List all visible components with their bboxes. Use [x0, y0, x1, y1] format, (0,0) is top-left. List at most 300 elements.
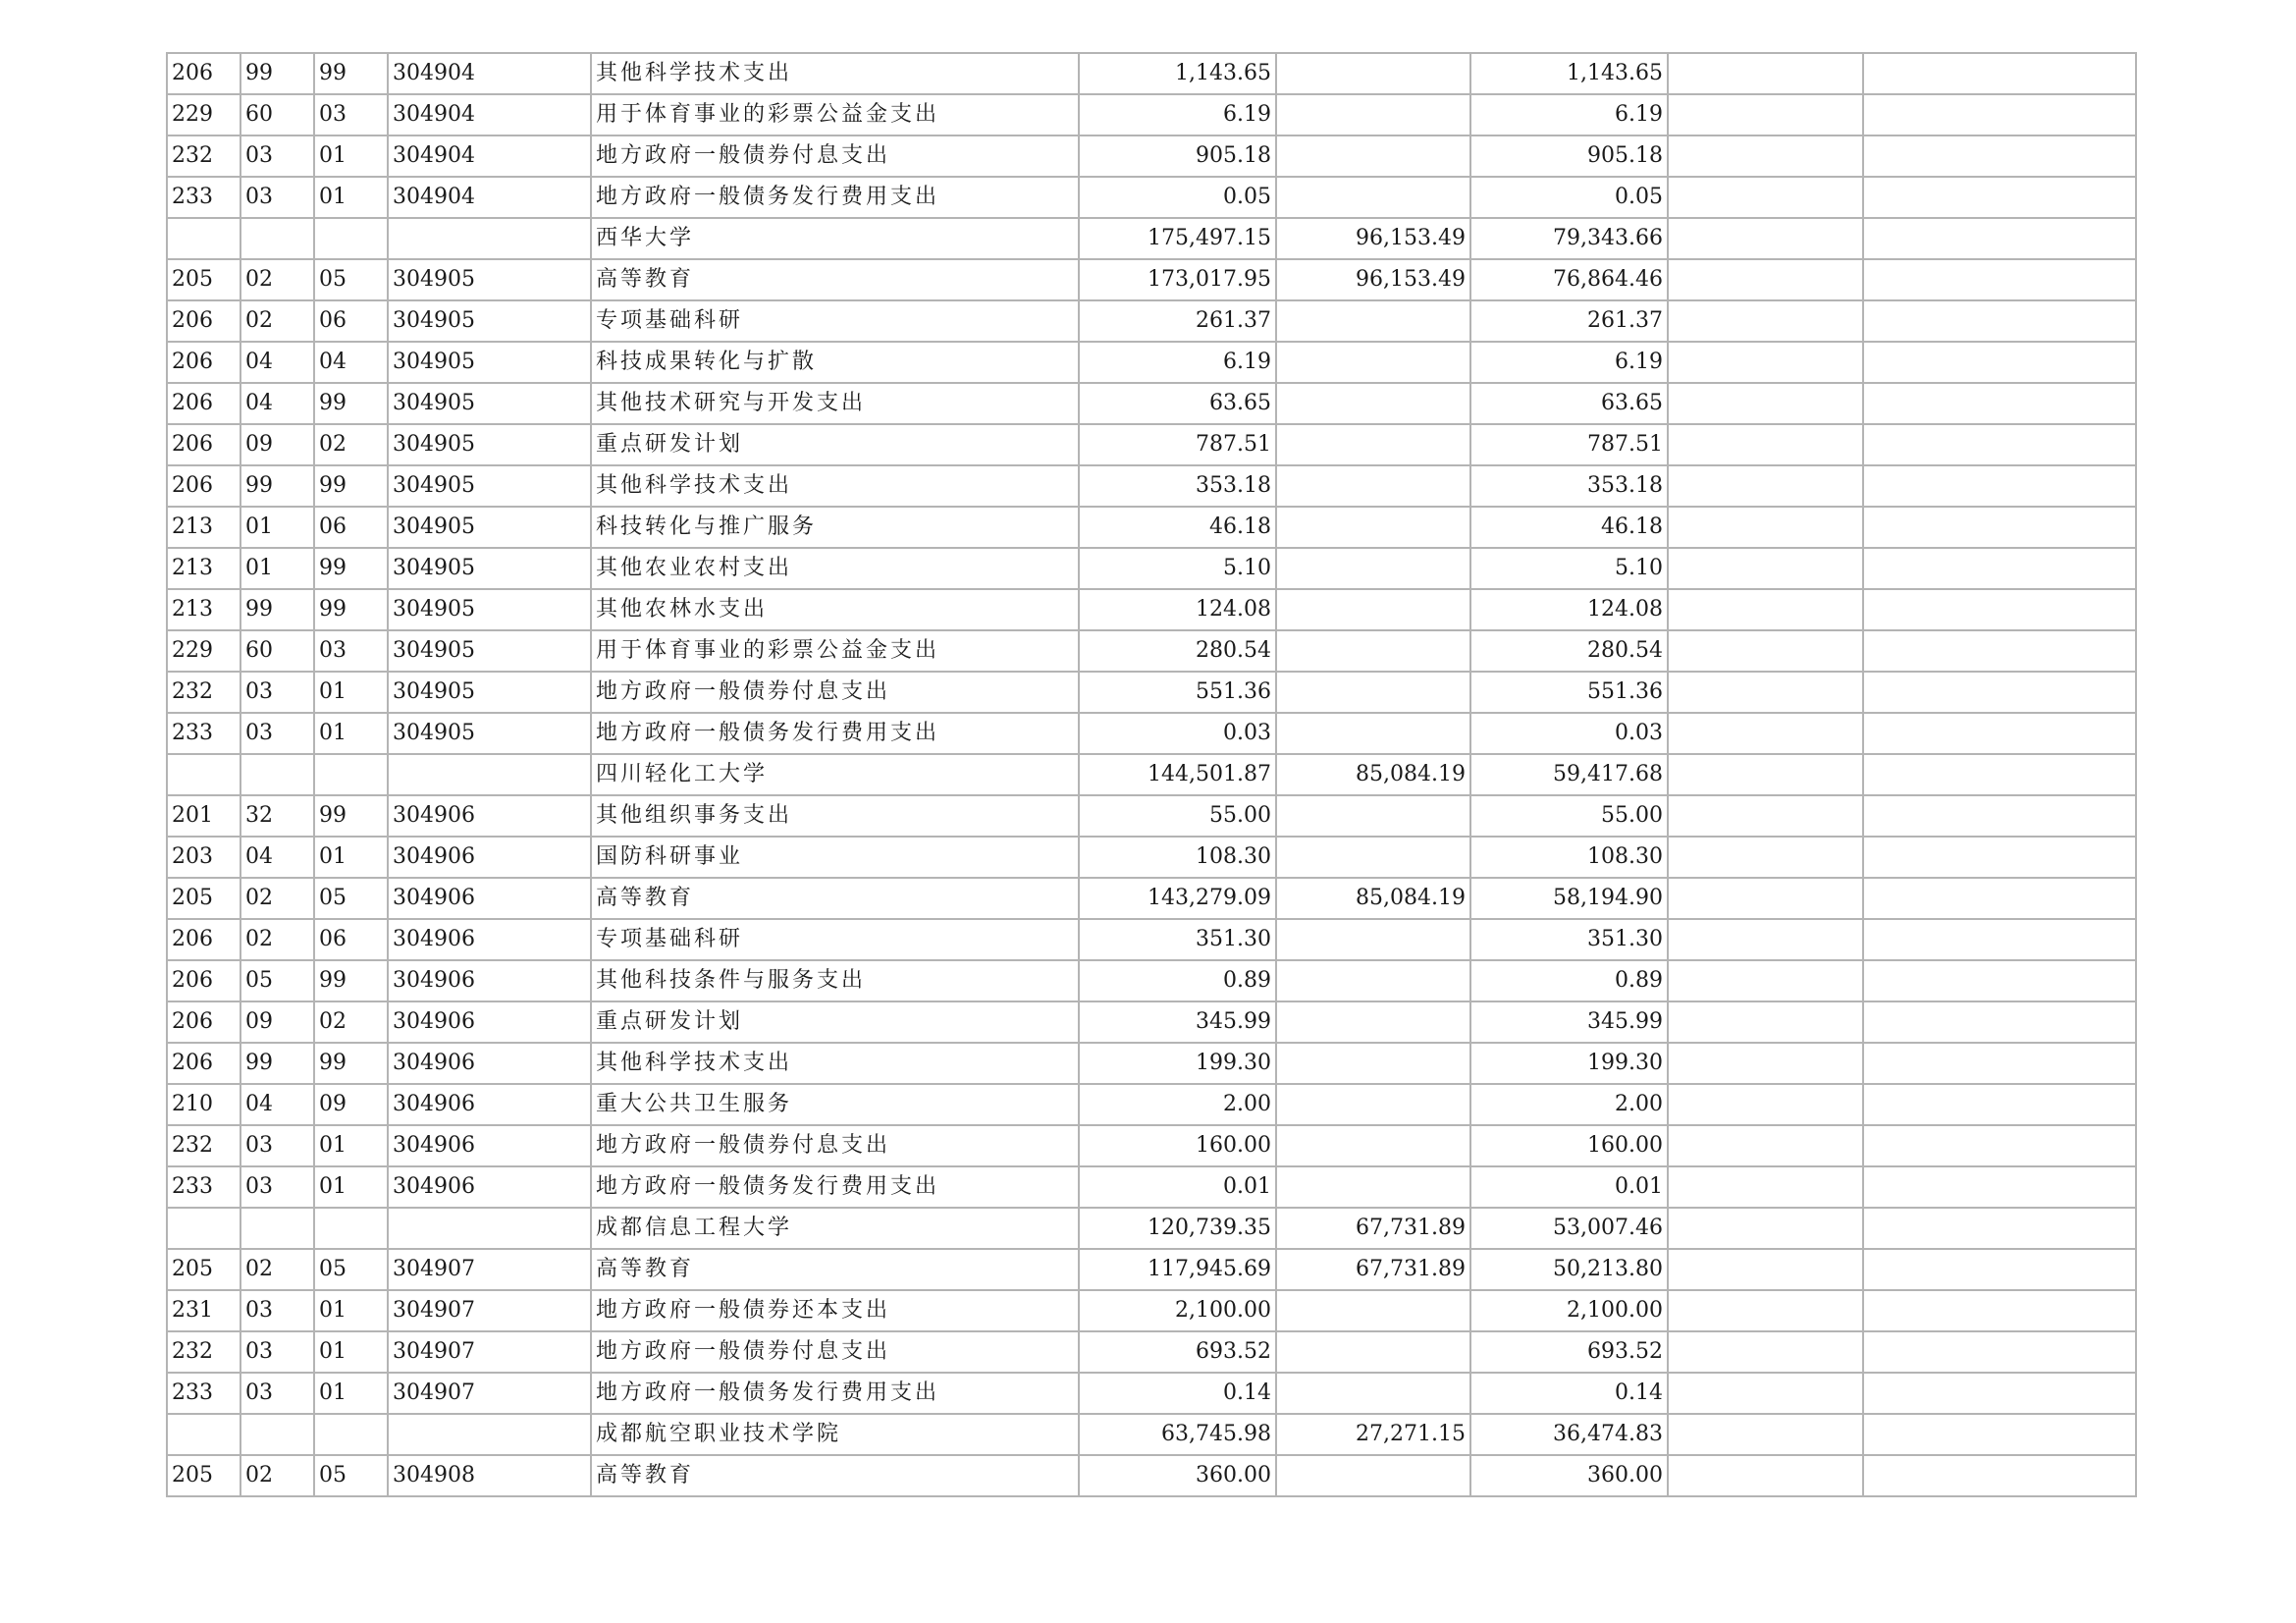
empty-cell — [1863, 1166, 2136, 1208]
section-code-cell: 04 — [240, 383, 314, 424]
total-amount-cell: 144,501.87 — [1079, 754, 1276, 795]
table-row — [167, 1166, 2136, 1208]
table-row — [167, 1414, 2136, 1455]
total-amount-cell: 199.30 — [1079, 1043, 1276, 1084]
total-amount-cell: 0.01 — [1079, 1166, 1276, 1208]
section-code-cell: 32 — [240, 795, 314, 837]
table-row — [167, 1208, 2136, 1249]
section-code-cell — [240, 1208, 314, 1249]
item-name-cell: 科技成果转化与扩散 — [591, 342, 1079, 383]
section-code-cell: 01 — [240, 507, 314, 548]
item-name-cell: 其他技术研究与开发支出 — [591, 383, 1079, 424]
section-code-cell: 99 — [240, 589, 314, 630]
empty-cell — [1863, 300, 2136, 342]
item-code-cell: 03 — [314, 94, 388, 135]
table-row — [167, 1043, 2136, 1084]
project-expense-cell: 353.18 — [1470, 465, 1668, 507]
item-name-cell: 其他科技条件与服务支出 — [591, 960, 1079, 1001]
unit-code-cell: 304905 — [388, 342, 591, 383]
item-code-cell: 99 — [314, 548, 388, 589]
item-code-cell: 03 — [314, 630, 388, 672]
unit-code-cell: 304906 — [388, 919, 591, 960]
unit-code-cell: 304907 — [388, 1290, 591, 1331]
empty-cell — [1863, 589, 2136, 630]
empty-cell — [1863, 1455, 2136, 1496]
empty-cell — [1863, 837, 2136, 878]
empty-cell — [1863, 1043, 2136, 1084]
empty-cell — [1668, 300, 1863, 342]
basic-expense-cell: 67,731.89 — [1276, 1249, 1470, 1290]
basic-expense-cell — [1276, 1455, 1470, 1496]
table-row — [167, 507, 2136, 548]
project-expense-cell: 55.00 — [1470, 795, 1668, 837]
total-amount-cell: 905.18 — [1079, 135, 1276, 177]
item-code-cell — [314, 1208, 388, 1249]
class-code-cell: 213 — [167, 589, 240, 630]
class-code-cell — [167, 218, 240, 259]
item-name-cell: 其他农林水支出 — [591, 589, 1079, 630]
basic-expense-cell — [1276, 135, 1470, 177]
item-name-cell: 其他科学技术支出 — [591, 1043, 1079, 1084]
total-amount-cell: 124.08 — [1079, 589, 1276, 630]
total-amount-cell: 63.65 — [1079, 383, 1276, 424]
project-expense-cell: 1,143.65 — [1470, 53, 1668, 94]
table-row — [167, 259, 2136, 300]
class-code-cell: 205 — [167, 259, 240, 300]
basic-expense-cell — [1276, 383, 1470, 424]
unit-code-cell — [388, 1414, 591, 1455]
table-row — [167, 713, 2136, 754]
item-code-cell: 06 — [314, 300, 388, 342]
total-amount-cell: 2,100.00 — [1079, 1290, 1276, 1331]
empty-cell — [1668, 1208, 1863, 1249]
project-expense-cell: 345.99 — [1470, 1001, 1668, 1043]
project-expense-cell: 50,213.80 — [1470, 1249, 1668, 1290]
item-name-cell: 四川轻化工大学 — [591, 754, 1079, 795]
basic-expense-cell — [1276, 1043, 1470, 1084]
empty-cell — [1668, 1125, 1863, 1166]
empty-cell — [1668, 218, 1863, 259]
project-expense-cell: 36,474.83 — [1470, 1414, 1668, 1455]
unit-code-cell — [388, 754, 591, 795]
class-code-cell: 213 — [167, 548, 240, 589]
item-name-cell: 用于体育事业的彩票公益金支出 — [591, 630, 1079, 672]
section-code-cell: 01 — [240, 548, 314, 589]
class-code-cell: 206 — [167, 424, 240, 465]
total-amount-cell: 0.14 — [1079, 1373, 1276, 1414]
item-name-cell: 国防科研事业 — [591, 837, 1079, 878]
basic-expense-cell — [1276, 1373, 1470, 1414]
class-code-cell: 232 — [167, 1125, 240, 1166]
class-code-cell: 233 — [167, 1373, 240, 1414]
section-code-cell: 03 — [240, 1331, 314, 1373]
empty-cell — [1863, 94, 2136, 135]
unit-code-cell: 304905 — [388, 672, 591, 713]
section-code-cell: 99 — [240, 465, 314, 507]
item-name-cell: 地方政府一般债券付息支出 — [591, 672, 1079, 713]
unit-code-cell: 304904 — [388, 177, 591, 218]
section-code-cell: 60 — [240, 630, 314, 672]
class-code-cell: 206 — [167, 383, 240, 424]
table-row — [167, 837, 2136, 878]
empty-cell — [1863, 507, 2136, 548]
section-code-cell: 02 — [240, 259, 314, 300]
empty-cell — [1668, 177, 1863, 218]
class-code-cell: 206 — [167, 1043, 240, 1084]
item-code-cell: 99 — [314, 383, 388, 424]
total-amount-cell: 117,945.69 — [1079, 1249, 1276, 1290]
basic-expense-cell — [1276, 465, 1470, 507]
item-code-cell — [314, 754, 388, 795]
class-code-cell: 205 — [167, 1455, 240, 1496]
empty-cell — [1863, 1331, 2136, 1373]
table-row — [167, 1001, 2136, 1043]
table-row — [167, 589, 2136, 630]
item-code-cell: 99 — [314, 53, 388, 94]
total-amount-cell: 551.36 — [1079, 672, 1276, 713]
item-name-cell: 其他科学技术支出 — [591, 53, 1079, 94]
empty-cell — [1863, 218, 2136, 259]
item-code-cell: 99 — [314, 589, 388, 630]
basic-expense-cell: 27,271.15 — [1276, 1414, 1470, 1455]
project-expense-cell: 0.01 — [1470, 1166, 1668, 1208]
unit-code-cell: 304904 — [388, 94, 591, 135]
item-code-cell: 99 — [314, 960, 388, 1001]
section-code-cell: 09 — [240, 1001, 314, 1043]
class-code-cell: 206 — [167, 1001, 240, 1043]
section-code-cell: 03 — [240, 672, 314, 713]
empty-cell — [1668, 589, 1863, 630]
empty-cell — [1863, 713, 2136, 754]
basic-expense-cell — [1276, 960, 1470, 1001]
section-code-cell: 09 — [240, 424, 314, 465]
item-code-cell: 02 — [314, 1001, 388, 1043]
table-row — [167, 465, 2136, 507]
class-code-cell: 205 — [167, 1249, 240, 1290]
total-amount-cell: 173,017.95 — [1079, 259, 1276, 300]
total-amount-cell: 63,745.98 — [1079, 1414, 1276, 1455]
empty-cell — [1863, 960, 2136, 1001]
section-code-cell: 99 — [240, 1043, 314, 1084]
unit-code-cell — [388, 1208, 591, 1249]
empty-cell — [1668, 713, 1863, 754]
empty-cell — [1863, 1001, 2136, 1043]
empty-cell — [1668, 878, 1863, 919]
section-code-cell: 03 — [240, 177, 314, 218]
basic-expense-cell — [1276, 94, 1470, 135]
item-code-cell: 01 — [314, 837, 388, 878]
unit-code-cell: 304906 — [388, 1125, 591, 1166]
empty-cell — [1863, 1373, 2136, 1414]
total-amount-cell: 6.19 — [1079, 342, 1276, 383]
empty-cell — [1863, 548, 2136, 589]
item-code-cell: 01 — [314, 1373, 388, 1414]
total-amount-cell: 360.00 — [1079, 1455, 1276, 1496]
item-code-cell: 99 — [314, 795, 388, 837]
table-row — [167, 878, 2136, 919]
project-expense-cell: 76,864.46 — [1470, 259, 1668, 300]
unit-code-cell: 304906 — [388, 960, 591, 1001]
empty-cell — [1668, 672, 1863, 713]
empty-cell — [1668, 1166, 1863, 1208]
class-code-cell: 206 — [167, 960, 240, 1001]
project-expense-cell: 2.00 — [1470, 1084, 1668, 1125]
total-amount-cell: 351.30 — [1079, 919, 1276, 960]
unit-code-cell: 304907 — [388, 1331, 591, 1373]
basic-expense-cell: 85,084.19 — [1276, 754, 1470, 795]
project-expense-cell: 124.08 — [1470, 589, 1668, 630]
item-code-cell: 01 — [314, 672, 388, 713]
item-name-cell: 其他科学技术支出 — [591, 465, 1079, 507]
basic-expense-cell — [1276, 672, 1470, 713]
item-code-cell: 01 — [314, 713, 388, 754]
empty-cell — [1863, 1249, 2136, 1290]
class-code-cell — [167, 754, 240, 795]
total-amount-cell: 46.18 — [1079, 507, 1276, 548]
table-row — [167, 754, 2136, 795]
item-name-cell: 高等教育 — [591, 1249, 1079, 1290]
table-body — [167, 53, 2136, 1496]
empty-cell — [1668, 259, 1863, 300]
table-row — [167, 383, 2136, 424]
table-row — [167, 960, 2136, 1001]
section-code-cell: 99 — [240, 53, 314, 94]
class-code-cell: 206 — [167, 465, 240, 507]
total-amount-cell: 345.99 — [1079, 1001, 1276, 1043]
project-expense-cell: 787.51 — [1470, 424, 1668, 465]
table-row — [167, 1084, 2136, 1125]
empty-cell — [1863, 465, 2136, 507]
total-amount-cell: 0.05 — [1079, 177, 1276, 218]
basic-expense-cell — [1276, 1084, 1470, 1125]
project-expense-cell: 551.36 — [1470, 672, 1668, 713]
total-amount-cell: 280.54 — [1079, 630, 1276, 672]
item-name-cell: 其他农业农村支出 — [591, 548, 1079, 589]
section-code-cell — [240, 218, 314, 259]
project-expense-cell: 59,417.68 — [1470, 754, 1668, 795]
unit-code-cell: 304905 — [388, 300, 591, 342]
unit-code-cell: 304905 — [388, 507, 591, 548]
project-expense-cell: 0.89 — [1470, 960, 1668, 1001]
total-amount-cell: 2.00 — [1079, 1084, 1276, 1125]
empty-cell — [1863, 919, 2136, 960]
unit-code-cell: 304905 — [388, 259, 591, 300]
project-expense-cell: 160.00 — [1470, 1125, 1668, 1166]
table-row — [167, 1249, 2136, 1290]
unit-code-cell: 304905 — [388, 383, 591, 424]
table-row — [167, 672, 2136, 713]
unit-code-cell: 304906 — [388, 795, 591, 837]
total-amount-cell: 1,143.65 — [1079, 53, 1276, 94]
empty-cell — [1863, 754, 2136, 795]
section-code-cell: 03 — [240, 1290, 314, 1331]
table-row — [167, 53, 2136, 94]
table-row — [167, 919, 2136, 960]
project-expense-cell: 108.30 — [1470, 837, 1668, 878]
item-code-cell: 01 — [314, 1166, 388, 1208]
unit-code-cell: 304905 — [388, 589, 591, 630]
empty-cell — [1863, 1084, 2136, 1125]
basic-expense-cell — [1276, 713, 1470, 754]
empty-cell — [1668, 1414, 1863, 1455]
section-code-cell: 04 — [240, 837, 314, 878]
item-code-cell: 01 — [314, 1125, 388, 1166]
project-expense-cell: 693.52 — [1470, 1331, 1668, 1373]
unit-code-cell: 304906 — [388, 1001, 591, 1043]
basic-expense-cell: 85,084.19 — [1276, 878, 1470, 919]
class-code-cell: 210 — [167, 1084, 240, 1125]
empty-cell — [1668, 630, 1863, 672]
item-code-cell: 02 — [314, 424, 388, 465]
basic-expense-cell — [1276, 1331, 1470, 1373]
class-code-cell: 229 — [167, 630, 240, 672]
section-code-cell — [240, 1414, 314, 1455]
item-code-cell: 99 — [314, 465, 388, 507]
unit-code-cell: 304904 — [388, 135, 591, 177]
class-code-cell: 205 — [167, 878, 240, 919]
project-expense-cell: 79,343.66 — [1470, 218, 1668, 259]
section-code-cell: 03 — [240, 1166, 314, 1208]
item-code-cell: 01 — [314, 135, 388, 177]
table-row — [167, 135, 2136, 177]
section-code-cell: 03 — [240, 1125, 314, 1166]
unit-code-cell: 304905 — [388, 713, 591, 754]
class-code-cell: 233 — [167, 1166, 240, 1208]
section-code-cell: 02 — [240, 1455, 314, 1496]
empty-cell — [1668, 1043, 1863, 1084]
table-row — [167, 630, 2136, 672]
class-code-cell: 201 — [167, 795, 240, 837]
project-expense-cell: 351.30 — [1470, 919, 1668, 960]
class-code-cell: 233 — [167, 713, 240, 754]
unit-code-cell: 304907 — [388, 1373, 591, 1414]
project-expense-cell: 261.37 — [1470, 300, 1668, 342]
item-name-cell: 地方政府一般债券付息支出 — [591, 1125, 1079, 1166]
class-code-cell: 232 — [167, 1331, 240, 1373]
budget-sheet — [166, 52, 2135, 1497]
unit-code-cell: 304906 — [388, 1084, 591, 1125]
basic-expense-cell — [1276, 837, 1470, 878]
empty-cell — [1863, 878, 2136, 919]
basic-expense-cell — [1276, 1125, 1470, 1166]
project-expense-cell: 53,007.46 — [1470, 1208, 1668, 1249]
item-name-cell: 地方政府一般债券付息支出 — [591, 135, 1079, 177]
table-row — [167, 548, 2136, 589]
item-code-cell: 06 — [314, 507, 388, 548]
unit-code-cell — [388, 218, 591, 259]
total-amount-cell: 55.00 — [1079, 795, 1276, 837]
empty-cell — [1668, 135, 1863, 177]
project-expense-cell: 2,100.00 — [1470, 1290, 1668, 1331]
item-name-cell: 成都信息工程大学 — [591, 1208, 1079, 1249]
table-row — [167, 1455, 2136, 1496]
empty-cell — [1668, 424, 1863, 465]
empty-cell — [1668, 1290, 1863, 1331]
basic-expense-cell — [1276, 1001, 1470, 1043]
class-code-cell: 203 — [167, 837, 240, 878]
empty-cell — [1668, 507, 1863, 548]
total-amount-cell: 353.18 — [1079, 465, 1276, 507]
class-code-cell — [167, 1208, 240, 1249]
unit-code-cell: 304906 — [388, 837, 591, 878]
item-name-cell: 高等教育 — [591, 878, 1079, 919]
budget-table — [166, 52, 2137, 1497]
basic-expense-cell — [1276, 1166, 1470, 1208]
empty-cell — [1863, 630, 2136, 672]
table-row — [167, 177, 2136, 218]
basic-expense-cell — [1276, 424, 1470, 465]
unit-code-cell: 304905 — [388, 548, 591, 589]
class-code-cell: 213 — [167, 507, 240, 548]
unit-code-cell: 304907 — [388, 1249, 591, 1290]
basic-expense-cell — [1276, 53, 1470, 94]
project-expense-cell: 199.30 — [1470, 1043, 1668, 1084]
total-amount-cell: 143,279.09 — [1079, 878, 1276, 919]
empty-cell — [1863, 1208, 2136, 1249]
unit-code-cell: 304905 — [388, 465, 591, 507]
project-expense-cell: 5.10 — [1470, 548, 1668, 589]
total-amount-cell: 120,739.35 — [1079, 1208, 1276, 1249]
project-expense-cell: 360.00 — [1470, 1455, 1668, 1496]
project-expense-cell: 63.65 — [1470, 383, 1668, 424]
project-expense-cell: 0.14 — [1470, 1373, 1668, 1414]
table-row — [167, 342, 2136, 383]
item-name-cell: 高等教育 — [591, 1455, 1079, 1496]
basic-expense-cell — [1276, 177, 1470, 218]
empty-cell — [1668, 837, 1863, 878]
basic-expense-cell: 96,153.49 — [1276, 259, 1470, 300]
item-name-cell: 地方政府一般债务发行费用支出 — [591, 713, 1079, 754]
total-amount-cell: 787.51 — [1079, 424, 1276, 465]
basic-expense-cell — [1276, 342, 1470, 383]
section-code-cell: 04 — [240, 1084, 314, 1125]
class-code-cell: 232 — [167, 672, 240, 713]
class-code-cell: 206 — [167, 300, 240, 342]
section-code-cell: 04 — [240, 342, 314, 383]
basic-expense-cell — [1276, 795, 1470, 837]
empty-cell — [1668, 1331, 1863, 1373]
empty-cell — [1668, 1455, 1863, 1496]
item-name-cell: 专项基础科研 — [591, 300, 1079, 342]
section-code-cell: 60 — [240, 94, 314, 135]
item-name-cell: 地方政府一般债务发行费用支出 — [591, 177, 1079, 218]
item-name-cell: 专项基础科研 — [591, 919, 1079, 960]
class-code-cell: 233 — [167, 177, 240, 218]
item-name-cell: 科技转化与推广服务 — [591, 507, 1079, 548]
empty-cell — [1863, 795, 2136, 837]
project-expense-cell: 58,194.90 — [1470, 878, 1668, 919]
total-amount-cell: 693.52 — [1079, 1331, 1276, 1373]
empty-cell — [1863, 342, 2136, 383]
table-row — [167, 424, 2136, 465]
item-name-cell: 用于体育事业的彩票公益金支出 — [591, 94, 1079, 135]
item-code-cell: 01 — [314, 1290, 388, 1331]
item-code-cell: 01 — [314, 177, 388, 218]
item-name-cell: 成都航空职业技术学院 — [591, 1414, 1079, 1455]
unit-code-cell: 304905 — [388, 424, 591, 465]
item-name-cell: 地方政府一般债务发行费用支出 — [591, 1373, 1079, 1414]
empty-cell — [1668, 548, 1863, 589]
table-row — [167, 218, 2136, 259]
empty-cell — [1668, 1084, 1863, 1125]
unit-code-cell: 304904 — [388, 53, 591, 94]
table-row — [167, 1373, 2136, 1414]
empty-cell — [1863, 135, 2136, 177]
unit-code-cell: 304905 — [388, 630, 591, 672]
item-code-cell: 01 — [314, 1331, 388, 1373]
project-expense-cell: 280.54 — [1470, 630, 1668, 672]
empty-cell — [1668, 383, 1863, 424]
